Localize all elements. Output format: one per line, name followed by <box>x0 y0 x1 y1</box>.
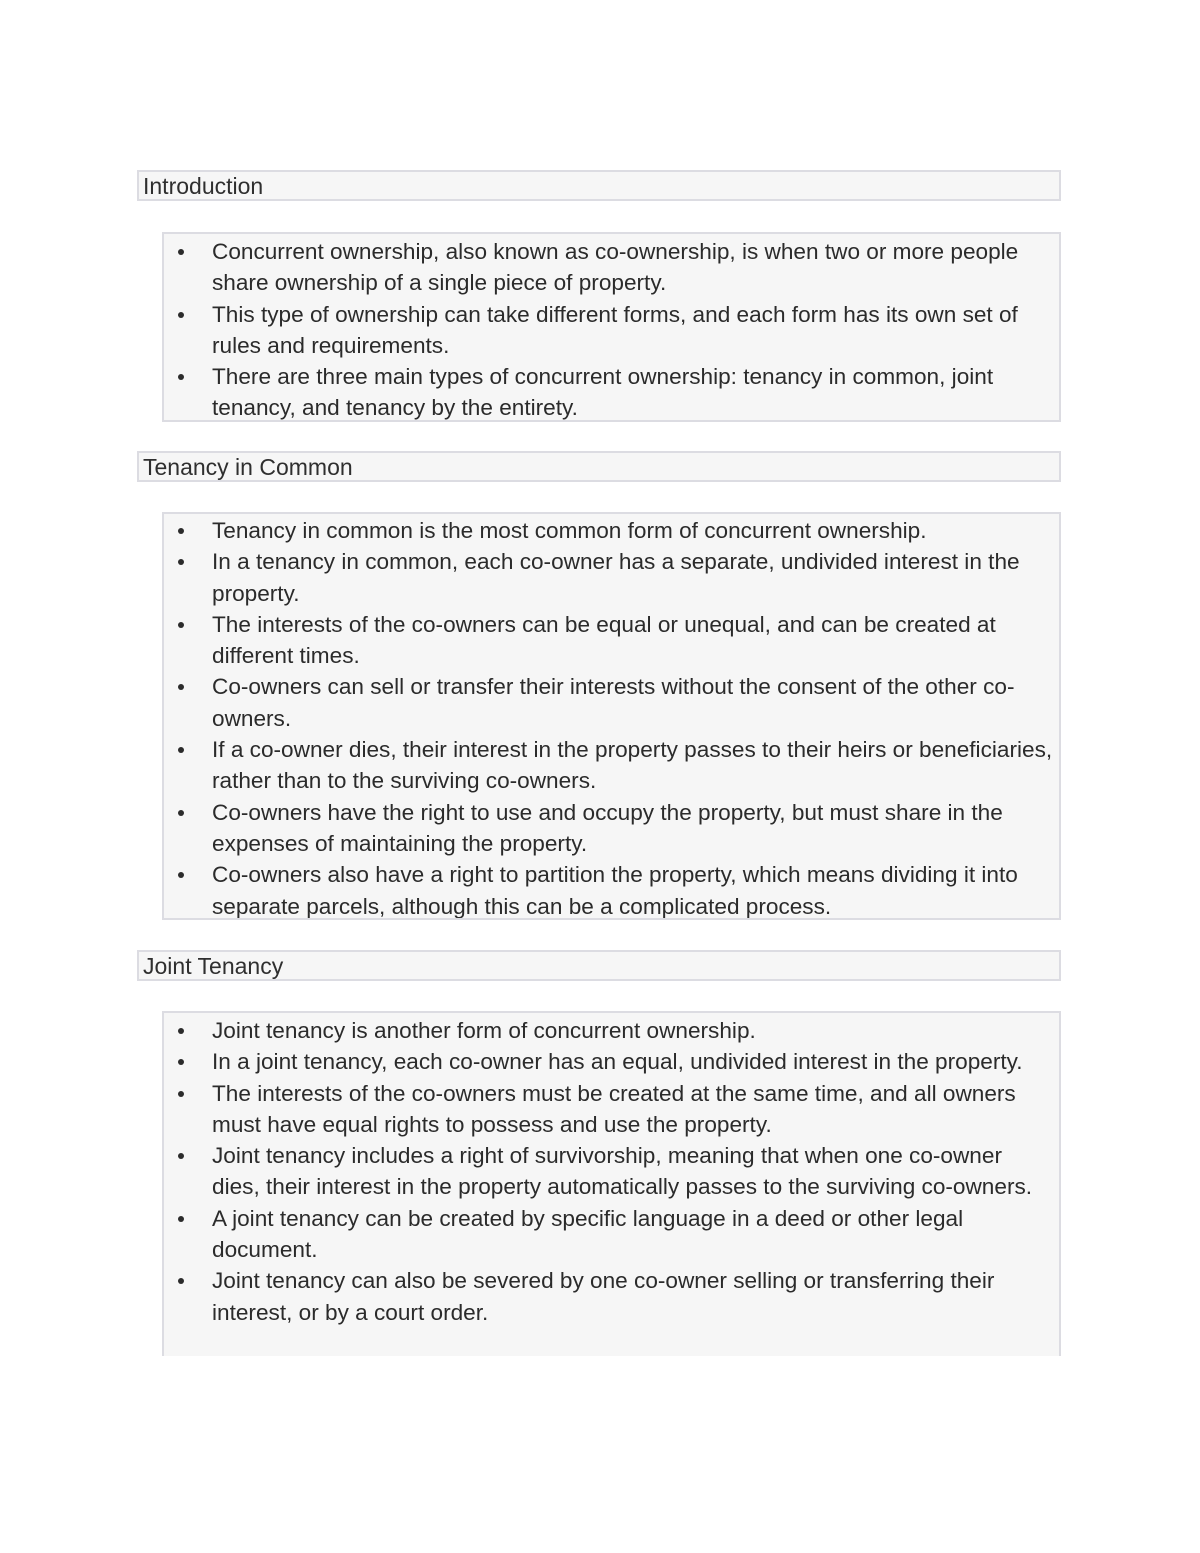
section-heading-tenancy-in-common: Tenancy in Common <box>137 451 1061 482</box>
list-item <box>164 299 1059 362</box>
list-item <box>164 1015 1059 1046</box>
bullet-icon <box>178 249 184 255</box>
bullet-text: Co-owners also have a right to partition the property, which means dividing it into separate parcels, although this can be a complicated process. <box>212 862 1018 919</box>
bullet-icon <box>178 1028 184 1034</box>
list-item <box>164 797 1059 860</box>
section-heading-joint-tenancy: Joint Tenancy <box>137 950 1061 981</box>
bullet-icon <box>178 622 184 628</box>
bullet-text: This type of ownership can take different forms, and each form has its own set of rules and requirements. <box>212 301 1018 358</box>
list-item <box>164 1140 1059 1203</box>
bullet-text: Co-owners have the right to use and occupy the property, but must share in the expenses of maintaining the property. <box>212 799 1003 856</box>
list-item <box>164 546 1059 609</box>
list-item <box>164 609 1059 672</box>
bullet-text: The interests of the co-owners can be equal or unequal, and can be created at different times. <box>212 611 996 669</box>
bullet-icon <box>178 1091 184 1097</box>
bullet-icon <box>178 1059 184 1065</box>
bullet-text: Concurrent ownership, also known as co-ownership, is when two or more people share ownership of a single piece of property. <box>212 239 1019 296</box>
bullet-icon <box>178 1153 184 1159</box>
bullet-icon <box>178 684 184 690</box>
list-item <box>164 734 1059 797</box>
list-item <box>164 1265 1059 1328</box>
list-item <box>164 1046 1059 1077</box>
bullet-list-tenancy-in-common <box>164 515 1059 920</box>
bullet-text: Joint tenancy can also be severed by one co-owner selling or transferring their interest, or by a court order. <box>212 1268 995 1325</box>
bullet-icon <box>178 559 184 565</box>
bullet-text: Joint tenancy is another form of concurrent ownership. <box>212 1018 756 1043</box>
bullet-list-introduction <box>164 236 1059 422</box>
bullet-list-joint-tenancy <box>164 1015 1059 1328</box>
bullet-text: A joint tenancy can be created by specific language in a deed or other legal document. <box>212 1205 964 1263</box>
bullet-text: Tenancy in common is the most common form of concurrent ownership. <box>212 518 927 543</box>
bullet-icon <box>178 1278 184 1284</box>
bullet-text: There are three main types of concurrent ownership: tenancy in common, joint tenancy, and tenancy by the entirety. <box>212 364 994 421</box>
list-item <box>164 515 1059 546</box>
bullet-text: The interests of the co-owners must be created at the same time, and all owners must have equal rights to possess and use the property. <box>212 1080 1016 1137</box>
bullet-icon <box>178 747 184 753</box>
list-item <box>164 671 1059 734</box>
list-item <box>164 1078 1059 1141</box>
bullet-box-introduction <box>162 232 1061 422</box>
bullet-box-tenancy-in-common <box>162 512 1061 920</box>
bullet-text: Joint tenancy includes a right of survivorship, meaning that when one co-owner dies, their interest in the property automatically passes to the surviving co-owners. <box>212 1143 1033 1200</box>
bullet-box-joint-tenancy <box>162 1011 1061 1356</box>
list-item <box>164 361 1059 422</box>
list-item <box>164 859 1059 920</box>
list-item <box>164 236 1059 299</box>
bullet-text: In a tenancy in common, each co-owner has a separate, undivided interest in the property. <box>212 549 1020 606</box>
bullet-icon <box>178 872 184 878</box>
bullet-icon <box>178 810 184 816</box>
bullet-icon <box>178 528 184 534</box>
bullet-text: In a joint tenancy, each co-owner has an equal, undivided interest in the property. <box>212 1049 1023 1075</box>
bullet-icon <box>178 1216 184 1222</box>
bullet-icon <box>178 374 184 380</box>
bullet-icon <box>178 312 184 318</box>
section-heading-introduction: Introduction <box>137 170 1061 201</box>
bullet-text: Co-owners can sell or transfer their interests without the consent of the other co-owners. <box>212 674 1015 731</box>
bullet-text: If a co-owner dies, their interest in the property passes to their heirs or beneficiaries, rather than to the surviving co-owners. <box>212 737 1053 794</box>
list-item <box>164 1203 1059 1266</box>
